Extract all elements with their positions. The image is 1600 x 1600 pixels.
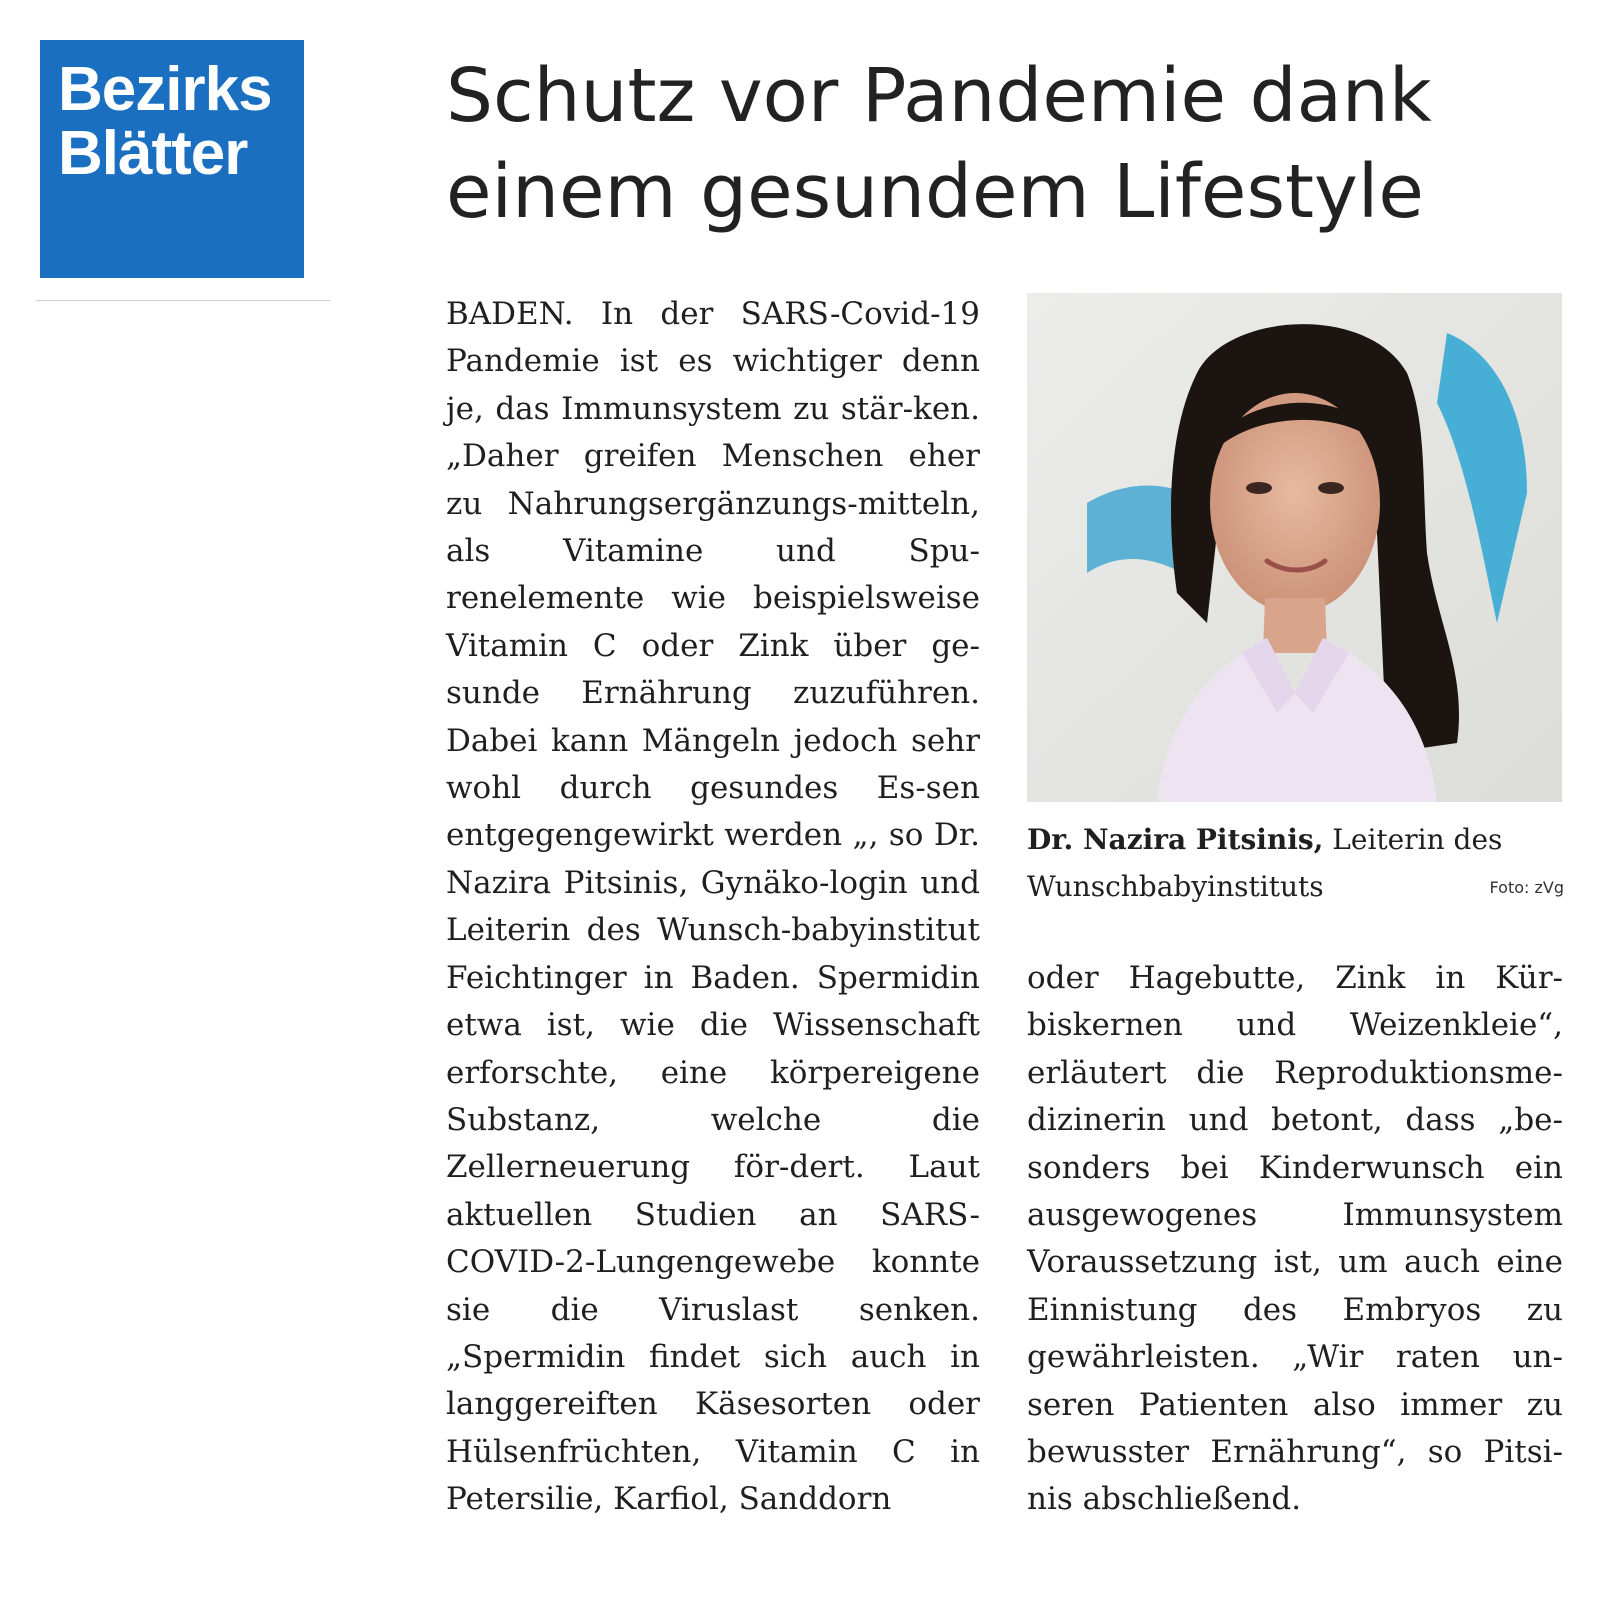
logo-divider: [36, 300, 330, 301]
article-column-left: BADEN. In der SARS-Covid-19 Pandemie ist es wichtiger denn je, das Immunsystem zu stär-ken. „Daher greifen Menschen eher zu Nahrungsergänzungs-mitteln, als Vitamine und Spu-renelemente wie beispielsweise Vitamin C oder Zink über ge-sunde Ernährung zuzuführen. Dabei kann Mängeln jedoch sehr wohl durch gesundes Es-sen entgegengewirkt werden „, so Dr. Nazira Pitsinis, Gynäko-login und Leiterin des Wunsch-babyinstitut Feichtinger in Baden. Spermidin etwa ist, wie die Wissenschaft erforschte, eine körpereigene Substanz, welche die Zellerneuerung för-dert. Laut aktuellen Studien an SARS-COVID-2-Lungengewebe konnte sie die Viruslast senken. „Spermidin findet sich auch in langgereiften Käsesorten oder Hülsenfrüchten, Vitamin C in Petersilie, Karfiol, Sanddorn: [446, 296, 980, 1518]
photo-caption: [1027, 816, 1563, 910]
caption-text: Leiterin des Wunschbabyinstituts: [1027, 823, 1503, 903]
article-column-right: oder Hagebutte, Zink in Kür-biskernen und Weizenkleie“, erläutert die Reproduktionsme-dizinerin und betont, dass „be-sonders bei Kinderwunsch ein ausgewogenes Immunsystem Voraussetzung ist, um auch eine Einnistung des Embryos zu gewährleisten. „Wir raten un-seren Patienten also immer zu bewusster Ernährung“, so Pitsi-nis abschließend.: [1027, 960, 1563, 1518]
caption-name: Dr. Nazira Pitsinis,: [1027, 823, 1324, 856]
photo-credit: Foto: zVg: [1489, 878, 1564, 897]
article-headline: Schutz vor Pandemie dank einem gesundem Lifestyle: [446, 53, 1432, 235]
logo-line-1: Bezirks: [58, 55, 272, 124]
brand-logo: [40, 40, 304, 278]
logo-line-2: Blätter: [58, 119, 248, 188]
portrait-photo: [1027, 293, 1562, 802]
